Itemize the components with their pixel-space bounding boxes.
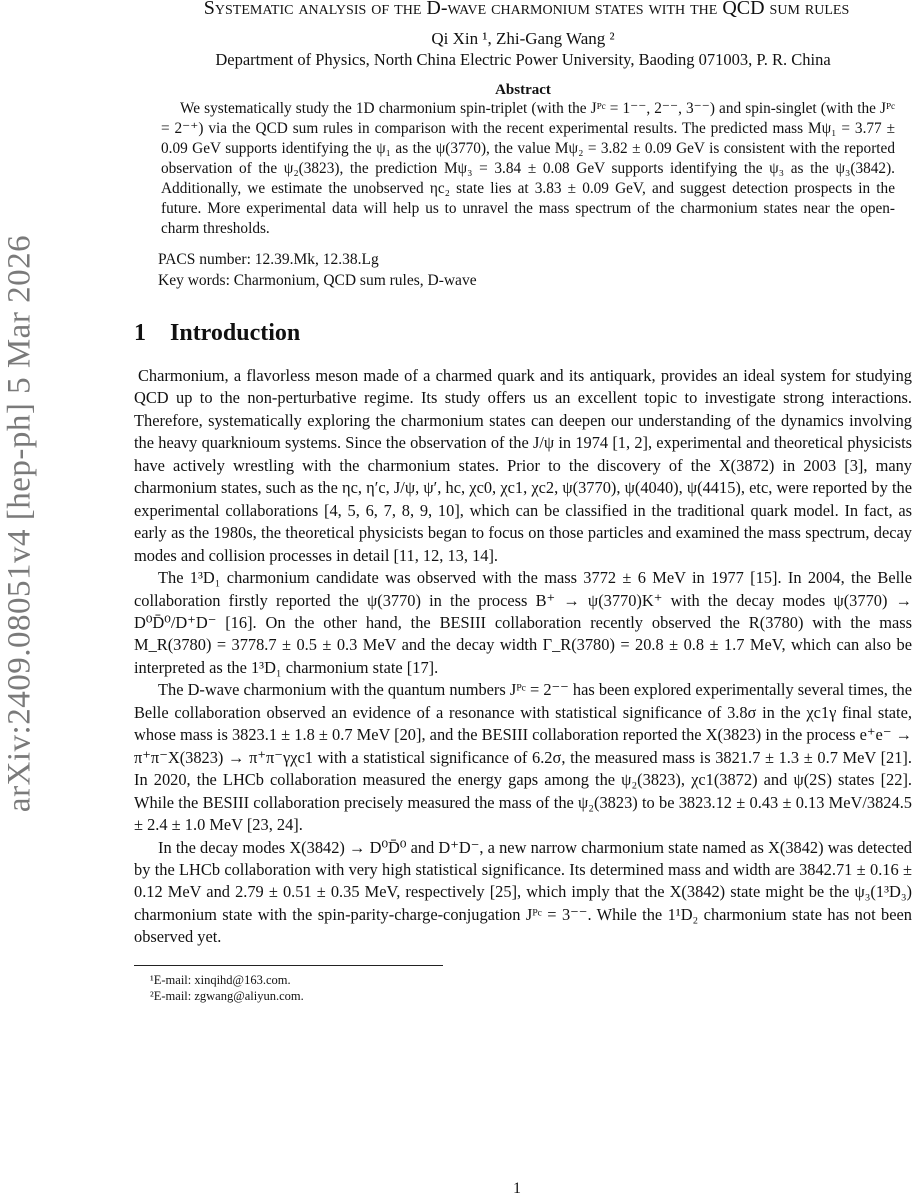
paragraph: The D-wave charmonium with the quantum numbers Jᴾᶜ = 2⁻⁻ has been explored experimentally several times, the Belle collaboration observed an evidence of a resonance with statistical significance of 3.8σ in the χc1γ final state, whose mass is 3823.1 ± 1.8 ± 0.7 MeV [20], and the BESIII collaboration reported the X(3823) in the process e⁺e⁻ → π⁺π⁻X(3823) → π⁺π⁻γχc1 with a statistical significance of 6.2σ, the measured mass is 3821.7 ± 1.3 ± 0.7 MeV [21]. In 2020, the LHCb collaboration measured the energy gaps among the ψ₂(3823), χc1(3872) and ψ(2S) states [22]. While the BESIII collaboration precisely measured the mass of the ψ₂(3823) to be 3823.12 ± 0.43 ± 0.13 MeV/3824.5 ± 2.4 ± 1.0 MeV [23, 24]. (134, 680, 912, 835)
footnote: ¹E-mail: xinqihd@163.com. (150, 972, 291, 987)
footnote-rule (134, 965, 443, 966)
abstract-text: We systematically study the 1D charmonium spin-triplet (with the Jᴾᶜ = 1⁻⁻, 2⁻⁻, 3⁻⁻) and spin-singlet (with the Jᴾᶜ = 2⁻⁺) via the QCD sum rules in comparison with the recent experimental results. The predicted mass Mψ₁ = 3.77 ± 0.09 GeV supports identifying the ψ₁ as the ψ(3770), the value Mψ₂ = 3.82 ± 0.09 GeV is consistent with the reported observation of the ψ₂(3823), the prediction Mψ₃ = 3.84 ± 0.08 GeV supports identifying the ψ₃ as the ψ₃(3842). Additionally, we estimate the unobserved ηc₂ state lies at 3.83 ± 0.09 GeV, and suggest detection prospects in the future. More experimental data will help us to unravel the mass spectrum of the charmonium states near the open-charm thresholds. (161, 100, 895, 237)
footnote: ²E-mail: zgwang@aliyun.com. (150, 988, 304, 1003)
paragraph: The 1³D₁ charmonium candidate was observed with the mass 3772 ± 6 MeV in 1977 [15]. In 2004, the Belle collaboration firstly reported the ψ(3770) in the process B⁺ → ψ(3770)K⁺ with the decay modes ψ(3770) → D⁰D̄⁰/D⁺D⁻ [16]. On the other hand, the BESIII collaboration recently observed the R(3780) with the mass M_R(3780) = 3778.7 ± 0.5 ± 0.3 MeV and the decay width Γ_R(3780) = 20.8 ± 0.8 ± 1.7 MeV, which can also be interpreted as the 1³D₁ charmonium state [17]. (134, 568, 912, 677)
affiliation: Department of Physics, North China Electric Power University, Baoding 071003, P. R. China (215, 50, 831, 69)
keywords: Key words: Charmonium, QCD sum rules, D-wave (158, 272, 477, 289)
page-number: 1 (513, 1180, 521, 1197)
paper-title: Systematic analysis of the D-wave charmonium states with the QCD sum rules (203, 0, 850, 19)
arxiv-stamp: arXiv:2409.08051v4 [hep-ph] 5 Mar 2026 (1, 234, 38, 813)
page-content (134, 0, 912, 1004)
section-heading (134, 319, 912, 347)
body-text (134, 365, 912, 949)
authors: Qi Xin ¹, Zhi-Gang Wang ² (431, 29, 615, 48)
section-number: 1 (134, 320, 146, 346)
pacs-numbers: PACS number: 12.39.Mk, 12.38.Lg (158, 251, 379, 268)
section-title: Introduction (170, 320, 301, 346)
abstract-heading: Abstract (495, 82, 551, 98)
paragraph: Charmonium, a flavorless meson made of a charmed quark and its antiquark, provides an ideal system for studying QCD up to the non-perturbative regime. Its study offers us an excellent topic to investigate strong interactions. Therefore, systematically exploring the charmonium states can deepen our understanding of the dynamics involving the heavy quarknioum systems. Since the observation of the J/ψ in 1974 [1, 2], experimental and theoretical physicists have actively wrestling with the charmonium states. Prior to the discovery of the X(3872) in 2003 [3], many charmonium states, such as the ηc, η′c, J/ψ, ψ′, hc, χc0, χc1, χc2, ψ(3770), ψ(4040), ψ(4415), etc, were reported by the experimental collaborations [4, 5, 6, 7, 8, 9, 10], which can be classified in the traditional quark model. In fact, as early as the 1980s, the theoretical physicists began to focus on those particles and examined the mass spectrum, decay modes and collision processes in detail [11, 12, 13, 14]. (134, 366, 912, 565)
paragraph: In the decay modes X(3842) → D⁰D̄⁰ and D⁺D⁻, a new narrow charmonium state named as X(3842) was detected by the LHCb collaboration with very high statistical significance. Its determined mass and width are 3842.71 ± 0.16 ± 0.12 MeV and 2.79 ± 0.51 ± 0.35 MeV, respectively [25], which imply that the X(3842) state might be the ψ₃(1³D₃) charmonium state with the spin-parity-charge-conjugation Jᴾᶜ = 3⁻⁻. While the 1¹D₂ charmonium state has not been observed yet. (134, 837, 912, 947)
footnotes (134, 965, 912, 1004)
